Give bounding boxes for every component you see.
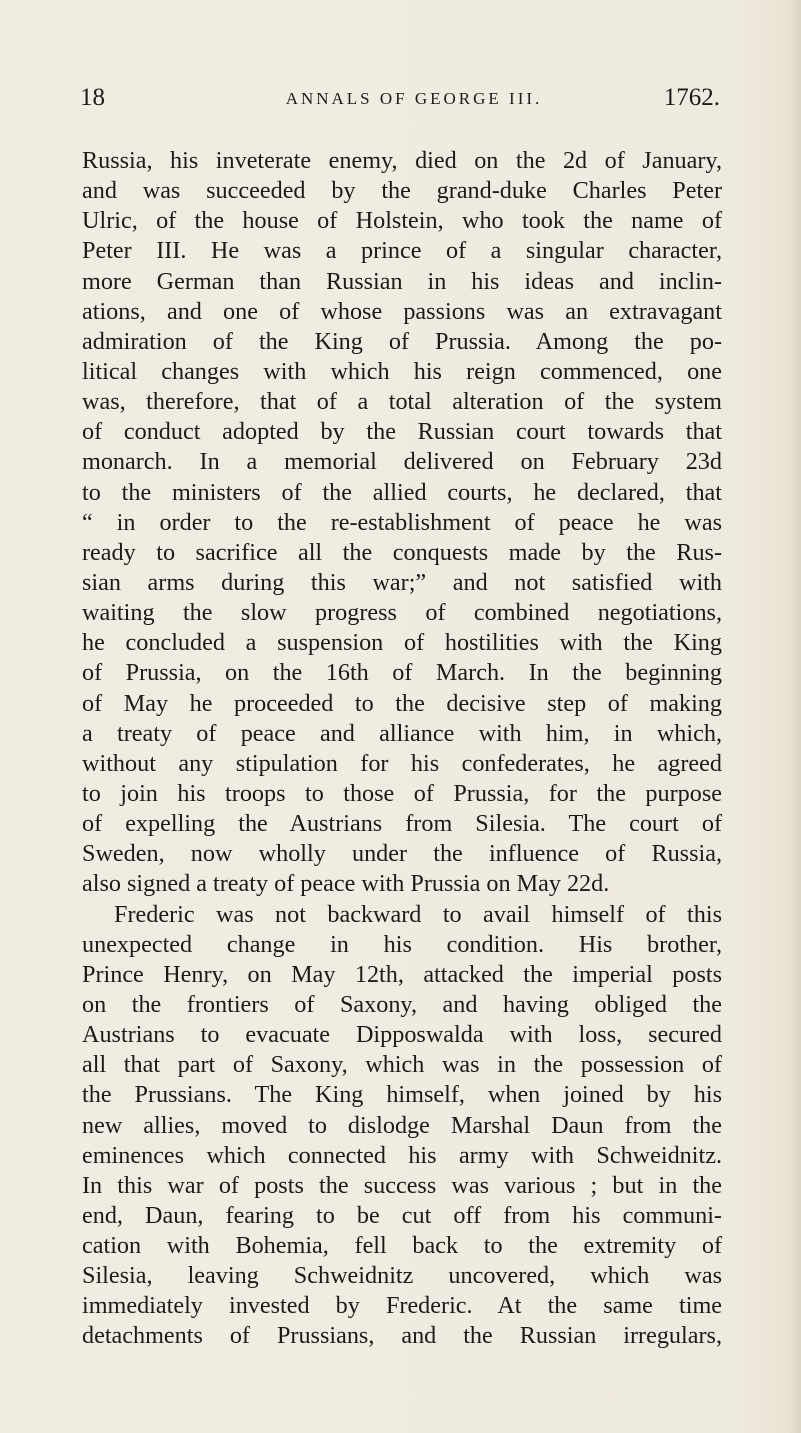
page-number: 18 <box>80 84 105 111</box>
text-line: of May he proceeded to the decisive step of making <box>82 689 722 717</box>
text-line: more German than Russian in his ideas and inclin- <box>82 267 722 295</box>
text-line: Ulric, of the house of Holstein, who took the name of <box>82 207 722 235</box>
text-line: monarch. In a memorial delivered on February 23d <box>82 448 722 476</box>
text-line: Sweden, now wholly under the influence of Russia, <box>82 840 722 868</box>
text-line: unexpected change in his condition. His brother, <box>82 930 722 958</box>
text-line: litical changes with which his reign commenced, one <box>82 357 722 385</box>
text-line: to join his troops to those of Prussia, for the purpose <box>82 779 722 807</box>
text-line: ready to sacrifice all the conquests made by the Rus- <box>82 538 722 566</box>
text-line: of conduct adopted by the Russian court towards that <box>82 418 722 446</box>
text-line: of Prussia, on the 16th of March. In the beginning <box>82 659 722 687</box>
text-line: eminences which connected his army with Schweidnitz. <box>82 1141 722 1169</box>
text-line: “ in order to the re-establishment of peace he was <box>82 508 722 536</box>
text-line: Prince Henry, on May 12th, attacked the imperial posts <box>82 960 722 988</box>
text-line: on the frontiers of Saxony, and having obliged the <box>82 990 722 1018</box>
text-line: Russia, his inveterate enemy, died on the 2d of January, <box>82 147 722 174</box>
text-line: the Prussians. The King himself, when joined by his <box>82 1081 722 1109</box>
text-line: of expelling the Austrians from Silesia. The court of <box>82 810 722 838</box>
text-line: In this war of posts the success was various ; but in the <box>82 1171 722 1199</box>
text-line: Frederic was not backward to avail himself of this <box>114 900 722 928</box>
text-line: waiting the slow progress of combined negotiations, <box>82 599 722 627</box>
text-line: immediately invested by Frederic. At the same time <box>82 1292 722 1320</box>
page-edge-shadow <box>787 0 801 1433</box>
text-line: Austrians to evacuate Dipposwalda with loss, secured <box>82 1021 722 1049</box>
text-line: without any stipulation for his confederates, he agreed <box>82 749 722 777</box>
text-line: to the ministers of the allied courts, he declared, that <box>82 478 722 506</box>
text-line: end, Daun, fearing to be cut off from his communi- <box>82 1201 722 1229</box>
text-line: he concluded a suspension of hostilities with the King <box>82 629 722 657</box>
text-line: also signed a treaty of peace with Prussia on May 22d. <box>82 870 610 898</box>
text-line: ations, and one of whose passions was an extravagant <box>82 297 722 325</box>
text-line: sian arms during this war;” and not satisfied with <box>82 568 722 596</box>
text-line: all that part of Saxony, which was in the possession of <box>82 1051 722 1079</box>
text-line: admiration of the King of Prussia. Among the po- <box>82 327 722 355</box>
text-line: Silesia, leaving Schweidnitz uncovered, which was <box>82 1262 722 1290</box>
page-header <box>80 84 720 116</box>
text-line: was, therefore, that of a total alteration of the system <box>82 388 722 416</box>
text-line: Peter III. He was a prince of a singular character, <box>82 237 722 265</box>
text-line: cation with Bohemia, fell back to the extremity of <box>82 1232 722 1260</box>
text-line: new allies, moved to dislodge Marshal Daun from the <box>82 1111 722 1139</box>
text-line: detachments of Prussians, and the Russian irregulars, <box>82 1322 722 1350</box>
year-marker: 1762. <box>663 84 720 111</box>
text-line: a treaty of peace and alliance with him, in which, <box>82 719 722 747</box>
body-text <box>82 146 722 1352</box>
text-line: and was succeeded by the grand-duke Charles Peter <box>82 177 722 205</box>
running-title: ANNALS OF GEORGE III. <box>285 89 543 108</box>
